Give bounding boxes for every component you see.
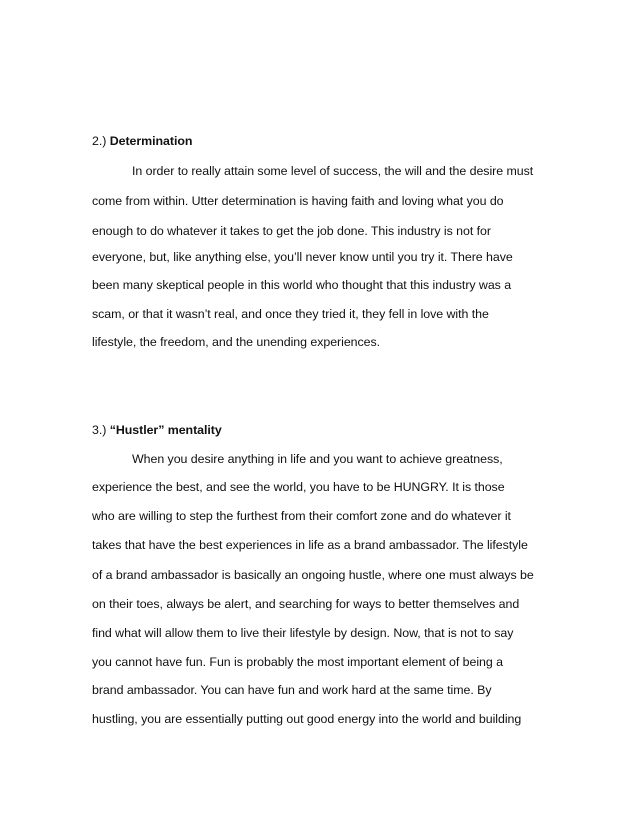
paragraph-line: been many skeptical people in this world who thought that this industry was a: [92, 278, 512, 292]
paragraph-line: everyone, but, like anything else, you’ll never know until you try it. There have: [92, 250, 513, 264]
paragraph-line: scam, or that it wasn’t real, and once they tried it, they fell in love with the: [92, 307, 489, 321]
paragraph-line: on their toes, always be alert, and searching for ways to better themselves and: [92, 597, 520, 611]
paragraph-line: In order to really attain some level of success, the will and the desire must: [132, 164, 534, 178]
paragraph-line: takes that have the best experiences in life as a brand ambassador. The lifestyle: [92, 538, 528, 552]
paragraph-line: lifestyle, the freedom, and the unending experiences.: [92, 335, 381, 349]
section-number: 2.): [92, 134, 107, 148]
paragraph-line: of a brand ambassador is basically an ongoing hustle, where one must always be: [92, 568, 534, 582]
section-number: 3.): [92, 423, 107, 437]
paragraph-line: enough to do whatever it takes to get the job done. This industry is not for: [92, 224, 491, 238]
section-heading: [92, 423, 222, 437]
paragraph-line: find what will allow them to live their lifestyle by design. Now, that is not to say: [92, 626, 514, 640]
section-heading: [92, 134, 192, 148]
paragraph-line: brand ambassador. You can have fun and work hard at the same time. By: [92, 683, 492, 697]
paragraph-line: hustling, you are essentially putting out good energy into the world and building: [92, 712, 522, 726]
paragraph-line: When you desire anything in life and you want to achieve greatness,: [132, 452, 503, 466]
paragraph-line: you cannot have fun. Fun is probably the most important element of being a: [92, 655, 503, 669]
paragraph-line: come from within. Utter determination is having faith and loving what you do: [92, 194, 504, 208]
paragraph-line: experience the best, and see the world, you have to be HUNGRY. It is those: [92, 480, 505, 494]
section-title: Determination: [109, 134, 193, 148]
section-title: “Hustler” mentality: [109, 423, 222, 437]
paragraph-line: who are willing to step the furthest from their comfort zone and do whatever it: [92, 509, 511, 523]
